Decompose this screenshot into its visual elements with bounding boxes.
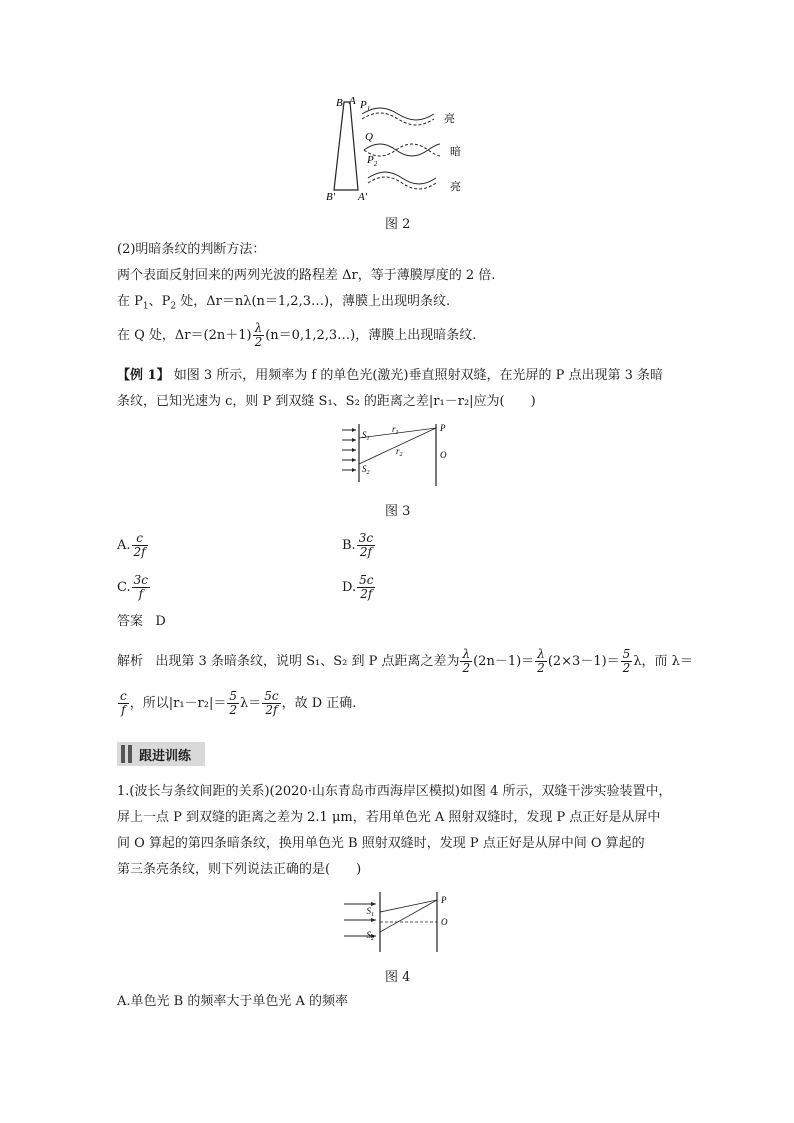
section-2-line-3: 在 Q 处，Δr＝(2n＋1) $\frac{\lambda}{2}$ (n＝0,1,2,3…)，薄膜上出现暗条纹. [117, 321, 477, 349]
fig2-bright-label-1: 亮 [444, 113, 455, 125]
fig2-label-B: B [336, 97, 343, 109]
fig2-label-P2: P [367, 154, 374, 166]
fig3-label-S2: S [362, 464, 367, 474]
question-1-line-4: 第三条亮条纹，则下列说法正确的是( ) [117, 862, 362, 877]
analysis-line-2: $\frac{c}{f}$ ，所以|r₁－r₂|＝ $\frac{5}{2}$ λ＝ $\frac{5c}{2f}$ ，故 D 正确. [120, 689, 357, 717]
fig3-label-O: O [440, 450, 447, 460]
fig3-label-r1: r [392, 424, 396, 434]
fig2-label-P1: P [360, 99, 367, 111]
analysis-line-1: 解析 出现第 3 条暗条纹，说明 S₁、S₂ 到 P 点距离之差为 $\frac{\lambda}{2}$ (2n－1)＝ $\frac{\lambda}{2}$ (2×3－1)＝ $\frac{5}{2}$ λ，而 λ＝ [117, 647, 693, 675]
practice-banner-label: 跟进训练 [139, 749, 192, 764]
figure-3-caption: 图 3 [385, 504, 411, 519]
example-1-line-1: 【例 1】 如图 3 所示，用频率为 f 的单色光(激光)垂直照射双缝，在光屏的 P 点出现第 3 条暗 [117, 368, 664, 383]
option-b[interactable]: B. $\frac{3c}{2f}$ [342, 531, 374, 559]
svg-text:P1: $P_1$ [360, 99, 371, 113]
svg-text:S2: $S_2$ [366, 930, 374, 942]
question-1-line-2: 屏上一点 P 到双缝的距离之差为 2.1 μm，若用单色光 A 照射双缝时，发现 P 点正好是从屏中 [117, 810, 661, 825]
figure-4-caption: 图 4 [385, 970, 411, 985]
option-c[interactable]: C. $\frac{3c}{f}$ [117, 573, 148, 601]
fig2-dark-label: 暗 [450, 146, 461, 158]
fig2-label-A-prime: A′ [358, 191, 368, 203]
svg-text:P2: $P_2$ [367, 154, 378, 168]
fig2-label-Q: Q [365, 131, 373, 143]
question-1-line-3: 间 O 算起的第四条暗条纹，换用单色光 B 照射双缝时，发现 P 点正好是从屏中间 O 算起的 [117, 836, 645, 851]
fig4-label-P: P [441, 895, 447, 905]
option-d[interactable]: D. $\frac{5c}{2f}$ [342, 573, 374, 601]
figure-2-thin-film-diagram [320, 92, 480, 207]
practice-banner [117, 742, 205, 766]
question-1-line-1: 1.(波长与条纹间距的关系)(2020·山东青岛市西海岸区模拟)如图 4 所示，双缝干涉实验装置中， [117, 784, 672, 799]
fig2-label-A: A [349, 95, 356, 107]
question-1-option-a[interactable]: A.单色光 B 的频率大于单色光 A 的频率 [117, 994, 348, 1009]
fig2-label-B-prime: B′ [326, 191, 336, 203]
example-1-tag: 【例 1】 [117, 368, 170, 383]
answer-line: 答案 D [117, 614, 166, 629]
fig4-label-O: O [441, 917, 448, 927]
svg-text:S1: $S_1$ [366, 906, 374, 918]
svg-text:S2: $S_2$ [362, 464, 370, 476]
option-a[interactable]: A. $\frac{c}{2f}$ [117, 531, 146, 559]
figure-2-caption: 图 2 [385, 217, 411, 232]
fig3-label-r2: r [396, 446, 400, 456]
fig3-label-S1: S [362, 430, 367, 440]
example-1-line-2: 条纹，已知光速为 c，则 P 到双缝 S₁、S₂ 的距离之差|r₁－r₂|应为( ) [117, 394, 536, 409]
answer-value: D [155, 614, 166, 629]
section-2-line-2: 在 $P_1$、$P_2$ 处，Δr＝nλ(n＝1,2,3…)，薄膜上出现明条纹. [117, 294, 451, 312]
fig4-label-S2: S [366, 930, 371, 940]
fig3-label-P: P [440, 423, 446, 433]
fig4-label-S1: S [366, 906, 371, 916]
figure-4-double-slit-diagram [340, 890, 460, 954]
section-2-line-1: 两个表面反射回来的两列光波的路程差 Δr，等于薄膜厚度的 2 倍. [117, 268, 496, 283]
svg-text:S1: $S_1$ [362, 430, 370, 442]
svg-text:r2: $r_2$ [396, 446, 403, 458]
fig2-bright-label-2: 亮 [450, 181, 461, 193]
svg-text:r1: $r_1$ [392, 424, 399, 436]
section-2-heading: (2)明暗条纹的判断方法： [117, 242, 266, 257]
figure-3-double-slit-diagram [340, 420, 460, 490]
